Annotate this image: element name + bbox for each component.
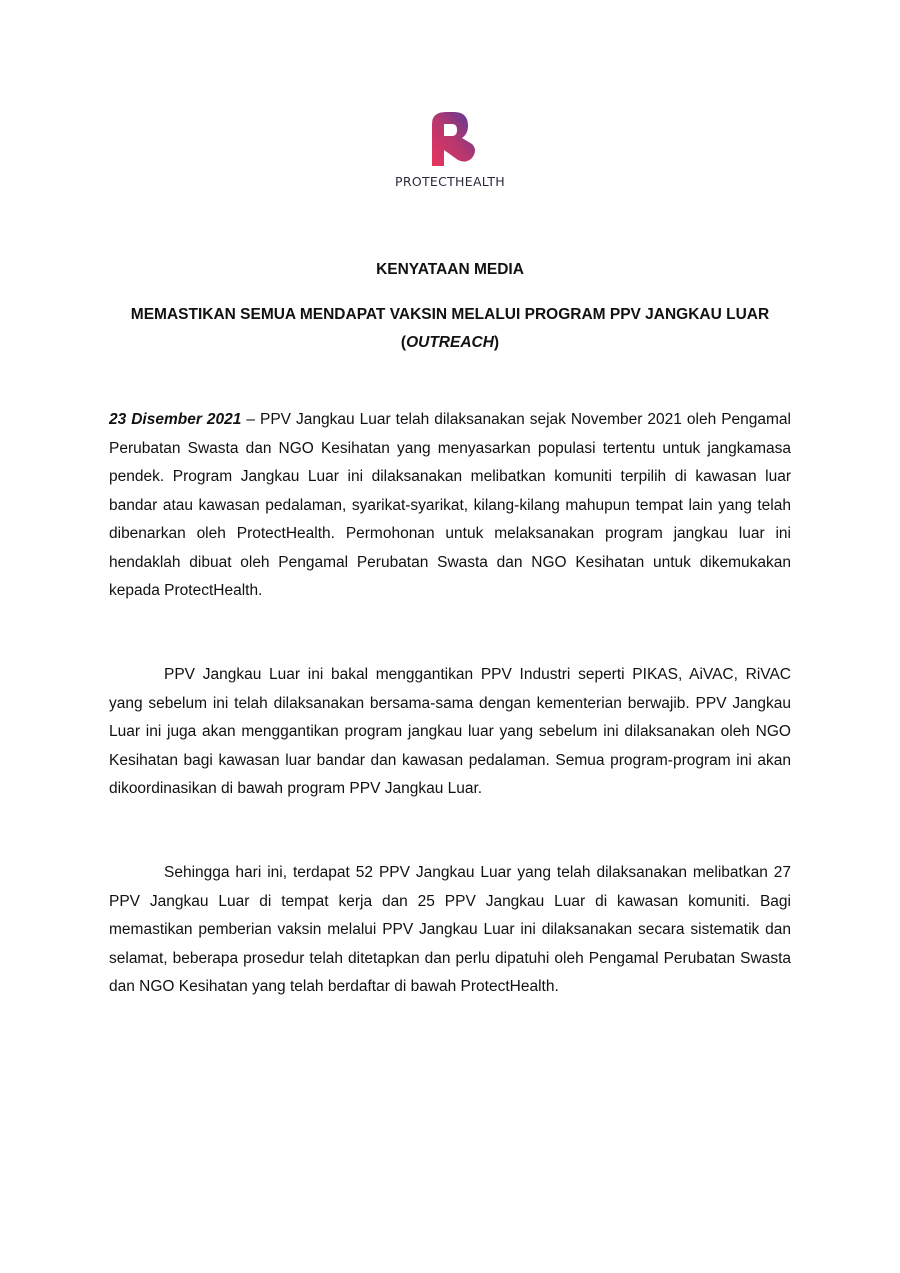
protecthealth-heart-icon: [420, 108, 480, 168]
paragraph-1-text: – PPV Jangkau Luar telah dilaksanakan sejak November 2021 oleh Pengamal Perubatan Swasta dan NGO Kesihatan yang menyasarkan populasi tertentu untuk jangkamasa pendek. Program Jangkau Luar ini dilaksanakan melibatkan komuniti terpilih di kawasan luar bandar atau kawasan pedalaman, syarikat-syarikat, kilang-kilang mahupun tempat lain yang telah dibenarkan oleh ProtectHealth. Permohonan untuk melaksanakan program jangkau luar ini hendaklah dibuat oleh Pengamal Perubatan Swasta dan NGO Kesihatan untuk dikemukakan kepada ProtectHealth.: [109, 411, 791, 599]
title-main: MEMASTIKAN SEMUA MENDAPAT VAKSIN MELALUI PROGRAM PPV JANGKAU LUAR (: [130, 306, 770, 351]
protecthealth-logo: [380, 108, 520, 200]
paragraph-1: [109, 406, 791, 606]
statement-heading: KENYATAAN MEDIA: [376, 261, 524, 278]
paragraph-2: PPV Jangkau Luar ini bakal menggantikan PPV Industri seperti PIKAS, AiVAC, RiVAC yang sebelum ini telah dilaksanakan bersama-sama dengan kementerian berwajib. PPV Jangkau Luar ini juga akan menggantikan program jangkau luar yang sebelum ini dilaksanakan oleh NGO Kesihatan bagi kawasan luar bandar dan kawasan pedalaman. Semua program-program ini akan dikoordinasikan di bawah program PPV Jangkau Luar.: [109, 666, 791, 797]
paragraph-3: Sehingga hari ini, terdapat 52 PPV Jangkau Luar yang telah dilaksanakan melibatkan 27 PPV Jangkau Luar di tempat kerja dan 25 PPV Jangkau Luar di kawasan komuniti. Bagi memastikan pemberian vaksin melalui PPV Jangkau Luar ini dilaksanakan secara sistematik dan selamat, beberapa prosedur telah ditetapkan dan perlu dipatuhi oleh Pengamal Perubatan Swasta dan NGO Kesihatan yang telah berdaftar di bawah ProtectHealth.: [109, 864, 791, 995]
press-title: [110, 301, 790, 357]
title-end: ): [493, 334, 500, 351]
logo-wordmark: PROTECTHEALTH: [395, 174, 505, 189]
release-date: 23 Disember 2021: [109, 411, 242, 428]
title-italic: OUTREACH: [406, 334, 494, 351]
